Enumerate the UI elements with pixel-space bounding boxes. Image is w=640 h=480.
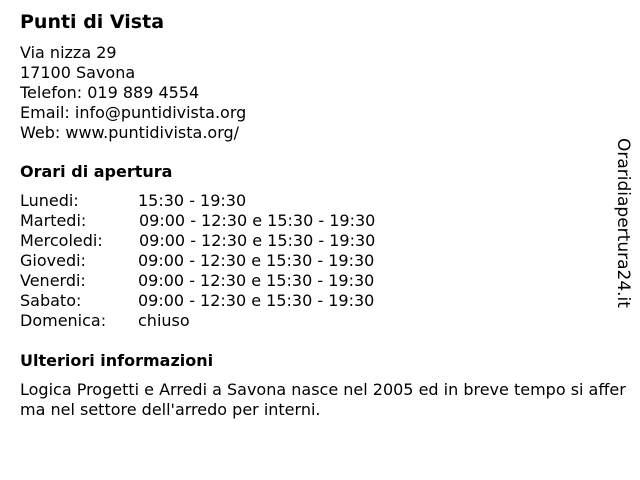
time-value: 09:00 - 12:30 e 15:30 - 19:30 (138, 271, 375, 290)
day-label: Venerdi: (20, 271, 86, 290)
opening-hours-heading: Orari di apertura (20, 162, 173, 181)
time-value: 09:00 - 12:30 e 15:30 - 19:30 (138, 291, 375, 310)
time-value: 15:30 - 19:30 (138, 191, 247, 210)
time-value: 09:00 - 12:30 e 15:30 - 19:30 (139, 211, 376, 230)
day-label: Lunedi: (20, 191, 79, 210)
time-value: 09:00 - 12:30 e 15:30 - 19:30 (139, 231, 376, 250)
hours-row-thursday (20, 251, 630, 271)
day-label: Sabato: (20, 291, 82, 310)
contact-block (20, 43, 630, 143)
hours-row-saturday (20, 291, 630, 311)
time-value: 09:00 - 12:30 e 15:30 - 19:30 (138, 251, 375, 270)
email-address[interactable]: Email: info@puntidivista.org (20, 103, 247, 122)
more-info-text: Logica Progetti e Arredi a Savona nasce nel 2005 ed in breve tempo si afferma nel settore dell'arredo per interni. (20, 380, 626, 419)
website-link[interactable]: Web: www.puntidivista.org/ (20, 123, 240, 142)
hours-row-monday (20, 191, 630, 211)
hours-row-friday (20, 271, 630, 291)
site-watermark: Oraridiapertura24.it (613, 138, 633, 308)
hours-row-tuesday (20, 211, 630, 231)
hours-row-wednesday (20, 231, 630, 251)
opening-hours-table (20, 191, 630, 331)
hours-row-sunday (20, 311, 630, 331)
shop-card (20, 10, 630, 420)
day-label: Mercoledi: (20, 231, 103, 250)
shop-name: Punti di Vista (20, 11, 165, 33)
day-label: Giovedi: (20, 251, 86, 270)
address-city: 17100 Savona (20, 63, 136, 82)
phone-number[interactable]: Telefon: 019 889 4554 (20, 83, 200, 102)
day-label: Martedi: (20, 211, 87, 230)
more-info-heading: Ulteriori informazioni (20, 351, 214, 370)
day-label: Domenica: (20, 311, 107, 330)
time-value: chiuso (138, 311, 190, 330)
address-street: Via nizza 29 (20, 43, 117, 62)
